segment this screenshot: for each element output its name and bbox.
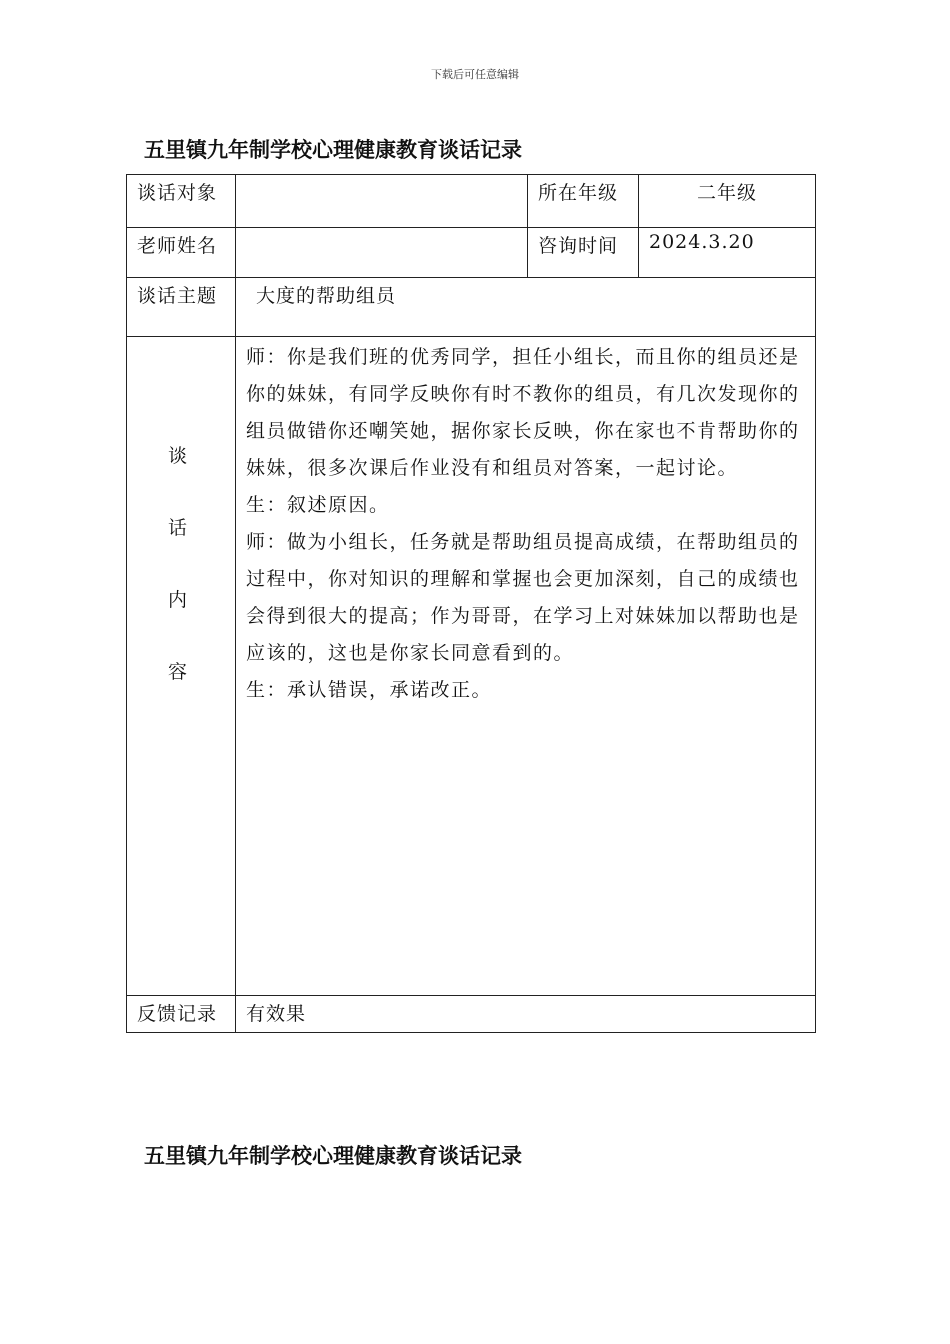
label-cell bbox=[528, 175, 639, 228]
value-feedback: 有效果 bbox=[246, 1003, 307, 1025]
document-title-repeat: 五里镇九年制学校心理健康教育谈话记录 bbox=[144, 1143, 522, 1168]
value-subject bbox=[236, 175, 527, 178]
label-char: 话 bbox=[167, 517, 188, 539]
value-cell bbox=[639, 228, 816, 278]
label-grade: 所在年级 bbox=[538, 182, 619, 204]
label-cell bbox=[127, 228, 236, 278]
table-row bbox=[127, 175, 816, 228]
content-cell bbox=[236, 337, 816, 996]
label-char: 谈 bbox=[167, 445, 188, 467]
table-row bbox=[127, 278, 816, 337]
label-char: 容 bbox=[167, 661, 188, 683]
value-cell bbox=[639, 175, 816, 228]
value-cell bbox=[236, 228, 528, 278]
label-subject: 谈话对象 bbox=[137, 182, 218, 204]
content-paragraph: 师：你是我们班的优秀同学，担任小组长，而且你的组员还是你的妹妹，有同学反映你有时不教你的组员，有几次发现你的组员做错你还嘲笑她，据你家长反映，你在家也不肯帮助你的妹妹，很多次课后作业没有和组员对答案，一起讨论。 bbox=[246, 346, 800, 479]
value-cell bbox=[236, 278, 816, 337]
conversation-record-table bbox=[126, 174, 816, 1033]
value-cell bbox=[236, 175, 528, 228]
value-teacher bbox=[236, 228, 527, 231]
label-topic: 谈话主题 bbox=[137, 285, 218, 307]
label-time: 咨询时间 bbox=[538, 235, 619, 257]
label-cell bbox=[127, 175, 236, 228]
table-row bbox=[127, 996, 816, 1033]
table-row bbox=[127, 337, 816, 996]
label-cell bbox=[127, 278, 236, 337]
value-time: 2024.3.20 bbox=[649, 231, 755, 253]
label-cell bbox=[528, 228, 639, 278]
table-row bbox=[127, 228, 816, 278]
content-paragraph: 生：承认错误，承诺改正。 bbox=[246, 679, 493, 701]
vertical-label-content bbox=[127, 337, 235, 729]
value-topic: 大度的帮助组员 bbox=[256, 285, 397, 307]
label-cell bbox=[127, 337, 236, 996]
label-teacher: 老师姓名 bbox=[137, 235, 218, 257]
label-cell bbox=[127, 996, 236, 1033]
content-paragraph: 师：做为小组长，任务就是帮助组员提高成绩，在帮助组员的过程中，你对知识的理解和掌握也会更加深刻，自己的成绩也会得到很大的提高；作为哥哥，在学习上对妹妹加以帮助也是应该的，这也是你家长同意看到的。 bbox=[246, 531, 800, 664]
value-cell bbox=[236, 996, 816, 1033]
value-grade: 二年级 bbox=[696, 182, 757, 204]
label-char: 内 bbox=[167, 589, 188, 611]
content-paragraph: 生：叙述原因。 bbox=[246, 494, 390, 516]
conversation-content bbox=[236, 337, 815, 709]
document-title: 五里镇九年制学校心理健康教育谈话记录 bbox=[144, 137, 522, 162]
header-note: 下载后可任意编辑 bbox=[431, 68, 519, 81]
label-feedback: 反馈记录 bbox=[137, 1003, 218, 1025]
